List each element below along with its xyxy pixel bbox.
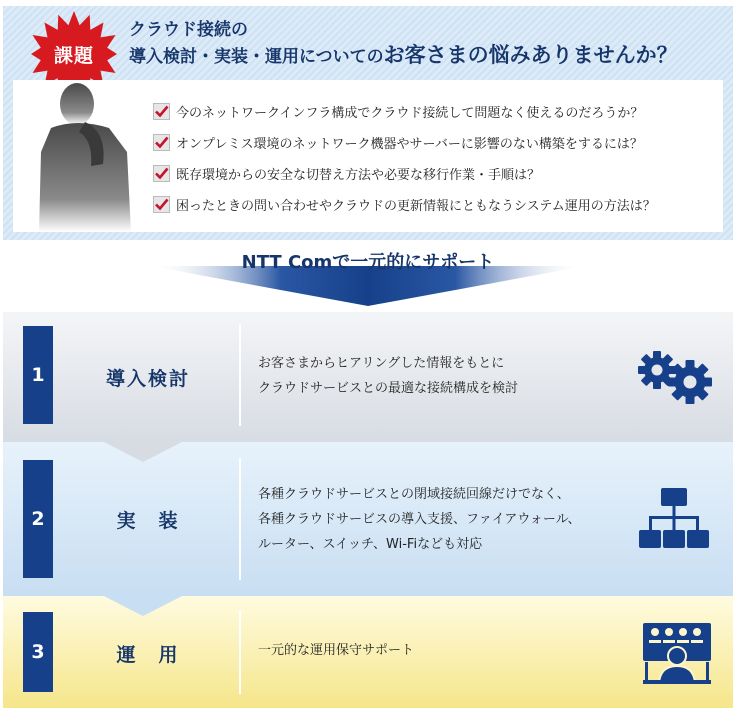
problem-title-line2 xyxy=(129,42,729,70)
worry-text: 今のネットワークインフラ構成でクラウド接続して問題なく使えるのだろうか？ xyxy=(176,106,644,121)
divider xyxy=(239,324,241,426)
step-1-planning xyxy=(3,312,733,442)
step-title: 導入検討 xyxy=(105,368,190,390)
list-item xyxy=(153,158,656,189)
worry-text: 困ったときの問い合わせやクラウドの更新情報にともなうシステム運用の方法は？ xyxy=(176,199,656,214)
step-description xyxy=(258,482,581,557)
step-connector-arrow xyxy=(0,440,736,464)
step-title: 運 用 xyxy=(116,644,180,666)
worry-list-box xyxy=(13,80,723,232)
problem-title xyxy=(129,18,729,70)
step-description xyxy=(258,638,414,663)
checkbox-checked-icon xyxy=(153,165,170,182)
problem-title-prefix: 導入検討・実装・運用についての xyxy=(129,47,384,67)
problem-panel xyxy=(3,6,733,240)
desc-line: クラウドサービスとの最適な接続構成を検討 xyxy=(258,381,519,396)
desc-line: お客さまからヒアリングした情報をもとに xyxy=(258,356,505,371)
worry-list xyxy=(153,96,656,220)
worry-text: 既存環境からの安全な切替え方法や必要な移行作業・手順は？ xyxy=(176,168,541,183)
divider xyxy=(239,610,241,694)
list-item xyxy=(153,127,656,158)
step-number: 1 xyxy=(23,326,53,424)
worried-person-icon xyxy=(31,82,141,232)
step-2-implementation xyxy=(3,442,733,596)
step-description xyxy=(258,351,518,401)
problem-title-emphasis: お客さまの悩みありませんか？ xyxy=(383,43,678,67)
gears-icon xyxy=(635,348,715,408)
worry-text: オンプレミス環境のネットワーク機器やサーバーに影響のない構築をするには？ xyxy=(176,137,643,152)
problem-title-line1: クラウド接続の xyxy=(129,20,248,40)
monitoring-operator-icon xyxy=(641,622,713,686)
issue-badge-label: 課題 xyxy=(53,44,94,67)
step-title: 実 装 xyxy=(116,510,180,532)
desc-line: 各種クラウドサービスとの閉域接続回線だけでなく、 xyxy=(258,487,570,502)
step-connector-arrow xyxy=(0,594,736,618)
checkbox-checked-icon xyxy=(153,103,170,120)
list-item xyxy=(153,189,656,220)
support-headline: NTT Comで一元的にサポート xyxy=(241,252,495,273)
desc-line: ルーター、スイッチ、Wi-Fiなども対応 xyxy=(258,537,483,552)
network-hierarchy-icon xyxy=(637,486,711,552)
step-number: 3 xyxy=(23,612,53,692)
desc-line: 各種クラウドサービスの導入支援、ファイアウォール、 xyxy=(258,512,581,527)
divider xyxy=(239,458,241,580)
list-item xyxy=(153,96,656,127)
checkbox-checked-icon xyxy=(153,196,170,213)
desc-line: 一元的な運用保守サポート xyxy=(258,643,415,658)
step-number: 2 xyxy=(23,460,53,578)
checkbox-checked-icon xyxy=(153,134,170,151)
